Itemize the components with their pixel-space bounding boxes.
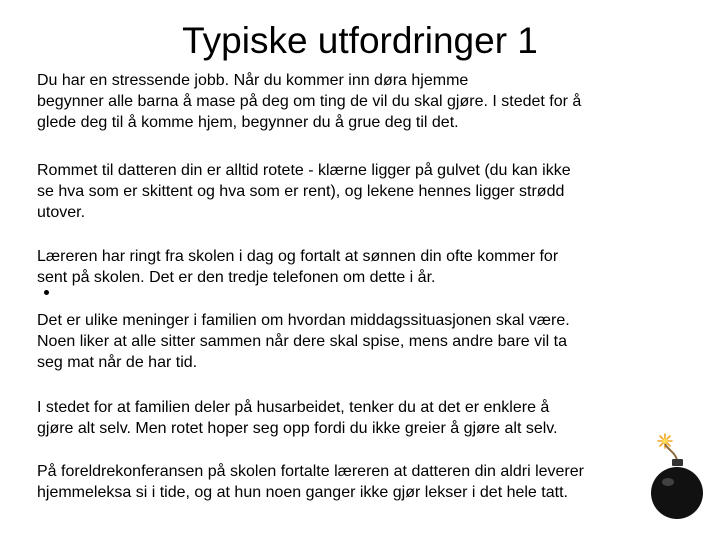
paragraph-line: På foreldrekonferansen på skolen fortalte læreren at datteren din aldri leverer [37, 463, 584, 480]
paragraph-line: sent på skolen. Det er den tredje telefonen om dette i år. [37, 269, 436, 286]
paragraph-line: Noen liker at alle sitter sammen når dere skal spise, mens andre bare vil ta [37, 333, 568, 350]
paragraph-2 [37, 160, 677, 223]
paragraph-4 [37, 310, 677, 373]
paragraph-line: se hva som er skittent og hva som er rent), og lekene hennes ligger strødd [37, 183, 565, 200]
paragraph-line: Rommet til datteren din er alltid rotete - klærne ligger på gulvet (du kan ikke [37, 162, 571, 179]
paragraph-1 [37, 70, 677, 133]
paragraph-line: glede deg til å komme hjem, begynner du å grue deg til det. [37, 114, 459, 131]
paragraph-line: hjemmeleksa si i tide, og at hun noen ganger ikke gjør lekser i det hele tatt. [37, 484, 568, 501]
paragraph-line: gjøre alt selv. Men rotet hoper seg opp fordi du ikke greier å gjøre alt selv. [37, 420, 558, 437]
bullet-dot-icon [44, 290, 49, 295]
paragraph-line: I stedet for at familien deler på husarbeidet, tenker du at det er enklere å [37, 399, 550, 416]
paragraph-5 [37, 397, 677, 439]
paragraph-6 [37, 461, 677, 503]
paragraph-3 [37, 246, 677, 288]
paragraph-line: Du har en stressende jobb. Når du kommer inn døra hjemme [37, 72, 469, 89]
paragraph-line: begynner alle barna å mase på deg om ting de vil du skal gjøre. I stedet for å [37, 93, 582, 110]
bomb-icon [645, 432, 705, 522]
slide-title: Typiske utfordringer 1 [182, 20, 538, 61]
paragraph-line: seg mat når de har tid. [37, 354, 198, 371]
paragraph-line: utover. [37, 204, 86, 221]
paragraph-line: Læreren har ringt fra skolen i dag og fortalt at sønnen din ofte kommer for [37, 248, 559, 265]
paragraph-line: Det er ulike meninger i familien om hvordan middagssituasjonen skal være. [37, 312, 570, 329]
